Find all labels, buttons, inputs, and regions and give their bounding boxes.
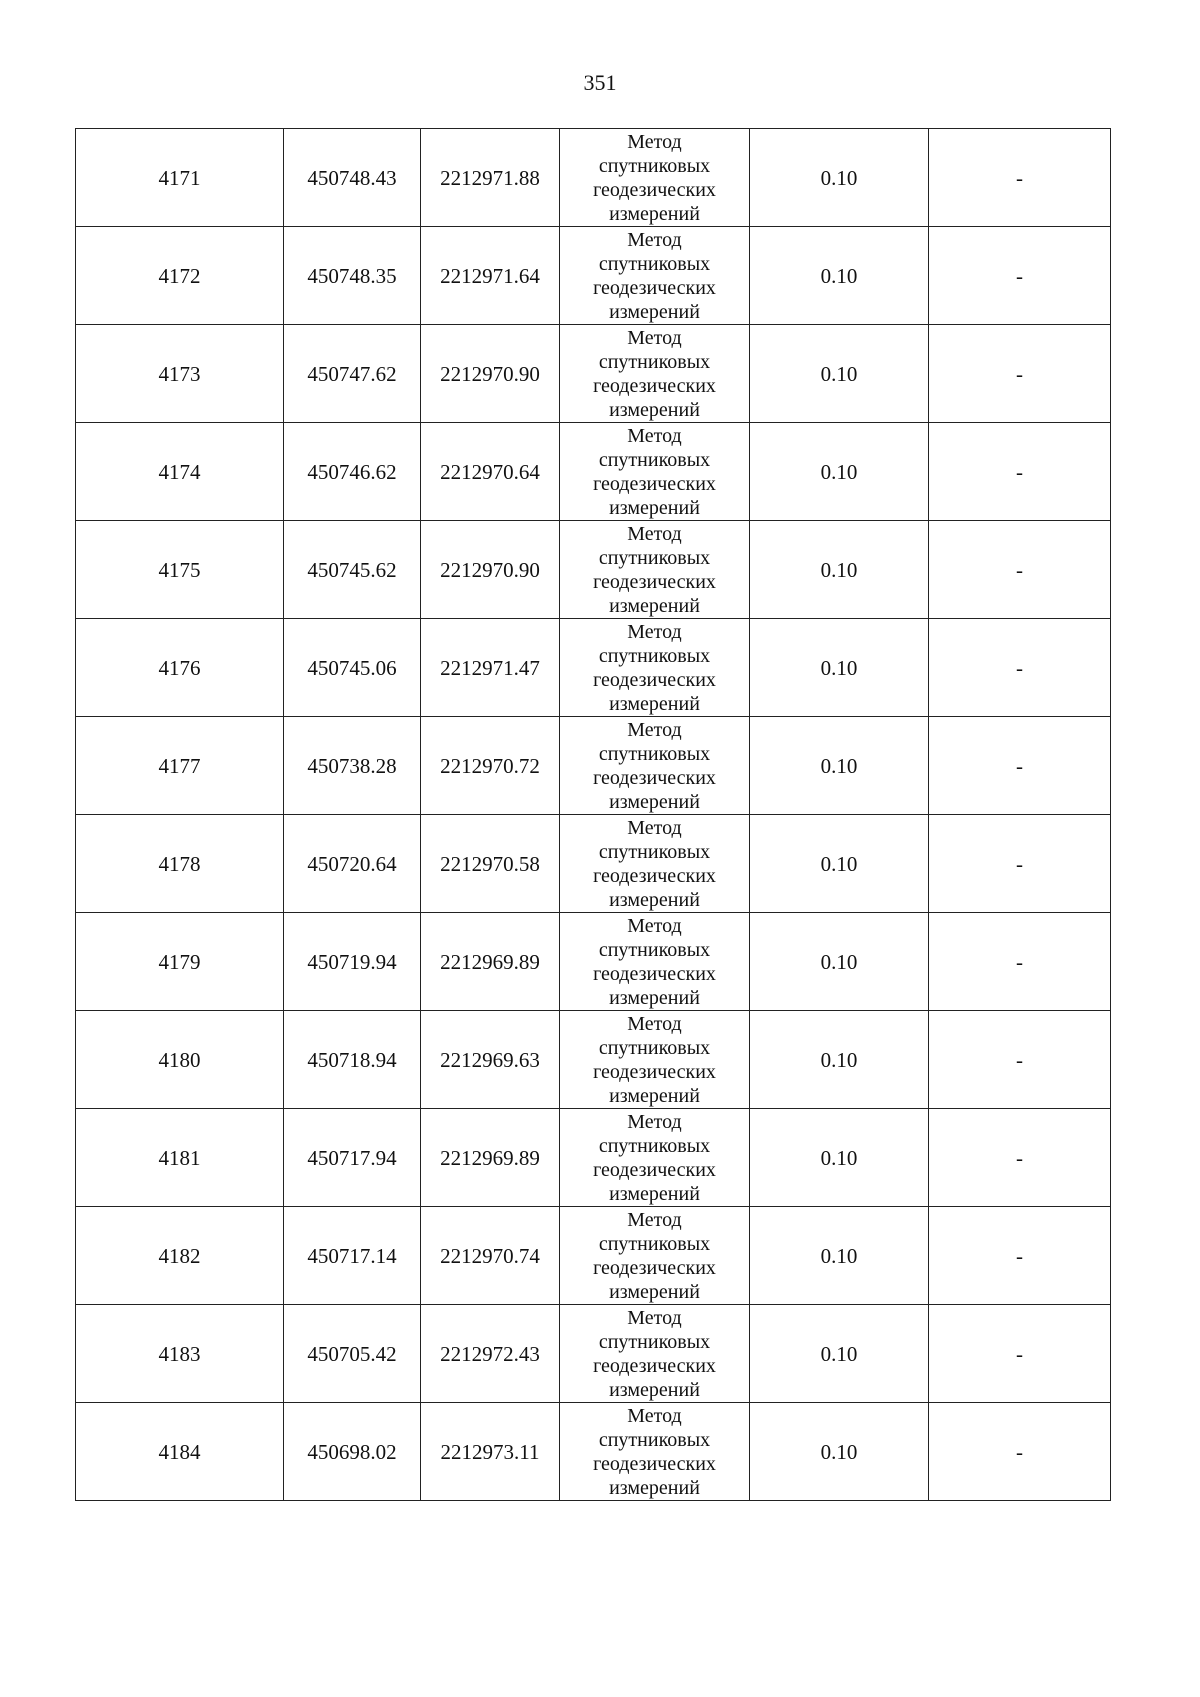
method-cell: [560, 913, 750, 1011]
point-number-cell: 4174: [76, 423, 284, 521]
note-cell: -: [929, 717, 1111, 815]
method-text-line: геодезических: [593, 1256, 716, 1279]
point-number-cell: 4182: [76, 1207, 284, 1305]
table-row: [76, 1207, 1111, 1305]
accuracy-cell: 0.10: [750, 913, 929, 1011]
method-text-line: измерений: [609, 986, 700, 1009]
method-text-line: спутниковых: [598, 938, 711, 961]
note-cell: -: [929, 619, 1111, 717]
method-text-line: измерений: [609, 1280, 700, 1303]
method-text-line: спутниковых: [598, 644, 711, 667]
x-coordinate-cell: 450717.94: [284, 1109, 421, 1207]
point-number-cell: 4183: [76, 1305, 284, 1403]
x-coordinate-cell: 450747.62: [284, 325, 421, 423]
method-text-line: измерений: [609, 790, 700, 813]
point-number-cell: 4179: [76, 913, 284, 1011]
method-text-line: Метод: [627, 718, 682, 741]
method-text-line: спутниковых: [598, 1232, 711, 1255]
note-cell: -: [929, 423, 1111, 521]
method-text-line: геодезических: [593, 178, 716, 201]
method-text-line: измерений: [609, 300, 700, 323]
method-text-line: Метод: [627, 424, 682, 447]
x-coordinate-cell: 450748.43: [284, 129, 421, 227]
y-coordinate-cell: 2212969.89: [421, 913, 560, 1011]
x-coordinate-cell: 450698.02: [284, 1403, 421, 1501]
accuracy-cell: 0.10: [750, 1109, 929, 1207]
method-cell: [560, 1207, 750, 1305]
table-row: [76, 1305, 1111, 1403]
method-text-line: Метод: [627, 326, 682, 349]
method-text-line: геодезических: [593, 766, 716, 789]
method-cell: [560, 815, 750, 913]
method-text-line: спутниковых: [598, 840, 711, 863]
method-text-line: геодезических: [593, 570, 716, 593]
page-number: 351: [583, 70, 617, 95]
note-cell: -: [929, 1011, 1111, 1109]
method-text-line: спутниковых: [598, 1036, 711, 1059]
x-coordinate-cell: 450746.62: [284, 423, 421, 521]
note-cell: -: [929, 227, 1111, 325]
method-text-line: геодезических: [593, 1060, 716, 1083]
y-coordinate-cell: 2212970.90: [421, 521, 560, 619]
table-body: [76, 129, 1111, 1501]
method-cell: [560, 1011, 750, 1109]
coordinates-table: [75, 128, 1111, 1501]
method-text-line: измерений: [609, 888, 700, 911]
method-text-line: измерений: [609, 594, 700, 617]
table-row: [76, 129, 1111, 227]
note-cell: -: [929, 1403, 1111, 1501]
method-cell: [560, 423, 750, 521]
table-row: [76, 1109, 1111, 1207]
method-text-line: Метод: [627, 1110, 682, 1133]
method-text-line: Метод: [627, 620, 682, 643]
note-cell: -: [929, 325, 1111, 423]
point-number-cell: 4181: [76, 1109, 284, 1207]
table-row: [76, 325, 1111, 423]
y-coordinate-cell: 2212970.72: [421, 717, 560, 815]
y-coordinate-cell: 2212969.63: [421, 1011, 560, 1109]
point-number-cell: 4180: [76, 1011, 284, 1109]
method-text-line: Метод: [627, 1012, 682, 1035]
table-row: [76, 717, 1111, 815]
point-number-cell: 4177: [76, 717, 284, 815]
y-coordinate-cell: 2212973.11: [421, 1403, 560, 1501]
method-text-line: геодезических: [593, 1452, 716, 1475]
accuracy-cell: 0.10: [750, 1207, 929, 1305]
y-coordinate-cell: 2212970.74: [421, 1207, 560, 1305]
note-cell: -: [929, 1109, 1111, 1207]
x-coordinate-cell: 450705.42: [284, 1305, 421, 1403]
point-number-cell: 4176: [76, 619, 284, 717]
x-coordinate-cell: 450718.94: [284, 1011, 421, 1109]
y-coordinate-cell: 2212970.64: [421, 423, 560, 521]
note-cell: -: [929, 521, 1111, 619]
method-cell: [560, 227, 750, 325]
accuracy-cell: 0.10: [750, 717, 929, 815]
note-cell: -: [929, 913, 1111, 1011]
x-coordinate-cell: 450745.62: [284, 521, 421, 619]
y-coordinate-cell: 2212972.43: [421, 1305, 560, 1403]
accuracy-cell: 0.10: [750, 1011, 929, 1109]
accuracy-cell: 0.10: [750, 521, 929, 619]
point-number-cell: 4184: [76, 1403, 284, 1501]
method-text-line: измерений: [609, 398, 700, 421]
method-cell: [560, 717, 750, 815]
method-text-line: Метод: [627, 1208, 682, 1231]
method-text-line: Метод: [627, 130, 682, 153]
y-coordinate-cell: 2212969.89: [421, 1109, 560, 1207]
method-text-line: геодезических: [593, 962, 716, 985]
method-text-line: Метод: [627, 816, 682, 839]
method-text-line: геодезических: [593, 374, 716, 397]
method-text-line: геодезических: [593, 864, 716, 887]
table-row: [76, 1011, 1111, 1109]
x-coordinate-cell: 450719.94: [284, 913, 421, 1011]
table-row: [76, 521, 1111, 619]
method-text-line: измерений: [609, 692, 700, 715]
method-text-line: спутниковых: [598, 350, 711, 373]
method-cell: [560, 325, 750, 423]
accuracy-cell: 0.10: [750, 815, 929, 913]
point-number-cell: 4173: [76, 325, 284, 423]
method-cell: [560, 619, 750, 717]
method-text-line: геодезических: [593, 276, 716, 299]
x-coordinate-cell: 450748.35: [284, 227, 421, 325]
x-coordinate-cell: 450720.64: [284, 815, 421, 913]
method-text-line: Метод: [627, 522, 682, 545]
y-coordinate-cell: 2212971.88: [421, 129, 560, 227]
x-coordinate-cell: 450745.06: [284, 619, 421, 717]
method-cell: [560, 1109, 750, 1207]
y-coordinate-cell: 2212970.90: [421, 325, 560, 423]
method-text-line: спутниковых: [598, 1134, 711, 1157]
y-coordinate-cell: 2212971.47: [421, 619, 560, 717]
table-row: [76, 619, 1111, 717]
method-text-line: спутниковых: [598, 546, 711, 569]
method-text-line: геодезических: [593, 1158, 716, 1181]
method-text-line: спутниковых: [598, 1330, 711, 1353]
method-cell: [560, 1403, 750, 1501]
method-text-line: Метод: [627, 1404, 682, 1427]
method-cell: [560, 521, 750, 619]
method-text-line: Метод: [627, 914, 682, 937]
table-row: [76, 227, 1111, 325]
table-row: [76, 913, 1111, 1011]
accuracy-cell: 0.10: [750, 227, 929, 325]
table-row: [76, 423, 1111, 521]
y-coordinate-cell: 2212970.58: [421, 815, 560, 913]
method-text-line: Метод: [627, 1306, 682, 1329]
method-text-line: спутниковых: [598, 252, 711, 275]
note-cell: -: [929, 1305, 1111, 1403]
method-text-line: измерений: [609, 202, 700, 225]
method-text-line: измерений: [609, 1378, 700, 1401]
method-text-line: спутниковых: [598, 154, 711, 177]
method-text-line: спутниковых: [598, 1428, 711, 1451]
method-text-line: Метод: [627, 228, 682, 251]
note-cell: -: [929, 815, 1111, 913]
method-text-line: измерений: [609, 496, 700, 519]
note-cell: -: [929, 1207, 1111, 1305]
method-text-line: геодезических: [593, 668, 716, 691]
method-text-line: спутниковых: [598, 448, 711, 471]
point-number-cell: 4171: [76, 129, 284, 227]
point-number-cell: 4178: [76, 815, 284, 913]
y-coordinate-cell: 2212971.64: [421, 227, 560, 325]
method-text-line: измерений: [609, 1476, 700, 1499]
accuracy-cell: 0.10: [750, 325, 929, 423]
accuracy-cell: 0.10: [750, 1403, 929, 1501]
table-row: [76, 815, 1111, 913]
point-number-cell: 4172: [76, 227, 284, 325]
x-coordinate-cell: 450717.14: [284, 1207, 421, 1305]
table-row: [76, 1403, 1111, 1501]
accuracy-cell: 0.10: [750, 619, 929, 717]
x-coordinate-cell: 450738.28: [284, 717, 421, 815]
point-number-cell: 4175: [76, 521, 284, 619]
method-text-line: измерений: [609, 1084, 700, 1107]
accuracy-cell: 0.10: [750, 129, 929, 227]
method-text-line: геодезических: [593, 472, 716, 495]
method-cell: [560, 1305, 750, 1403]
accuracy-cell: 0.10: [750, 1305, 929, 1403]
method-text-line: измерений: [609, 1182, 700, 1205]
note-cell: -: [929, 129, 1111, 227]
accuracy-cell: 0.10: [750, 423, 929, 521]
method-cell: [560, 129, 750, 227]
method-text-line: спутниковых: [598, 742, 711, 765]
method-text-line: геодезических: [593, 1354, 716, 1377]
